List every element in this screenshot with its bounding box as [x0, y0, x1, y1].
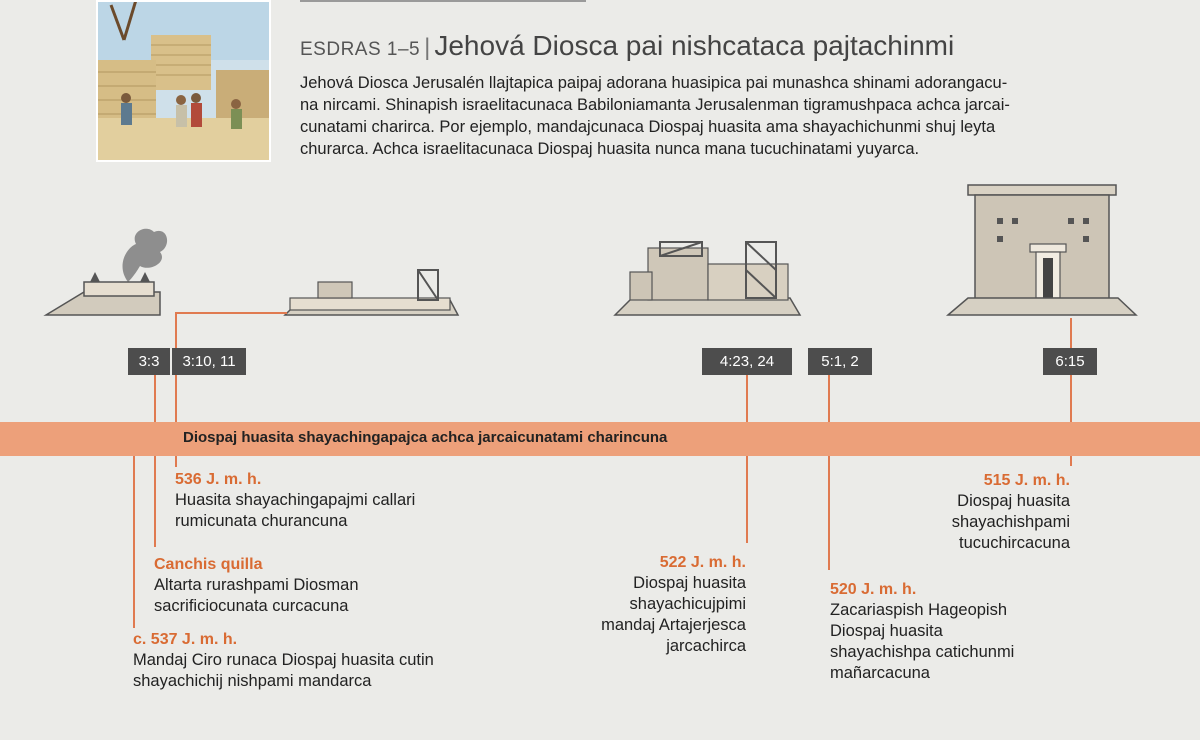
event-515 [860, 470, 1070, 554]
reference-badge: 3:3 [128, 348, 170, 375]
altar-icon [46, 229, 167, 315]
reference-badge: 4:23, 24 [702, 348, 792, 375]
event-date: 522 J. m. h. [659, 554, 746, 571]
event-date: 520 J. m. h. [830, 581, 917, 598]
event-seventh-month [154, 554, 359, 617]
event-text: Diospaj huasita [830, 622, 943, 640]
event-522 [540, 552, 746, 657]
event-520 [830, 579, 1014, 684]
event-text: shayachishpami [951, 513, 1070, 531]
title-separator: | [424, 34, 431, 61]
event-text: rumicunata churancuna [175, 512, 348, 530]
completed-temple-icon [948, 185, 1136, 315]
event-text: mañarcacuna [830, 664, 930, 682]
intro-line: churarca. Achca israelitacunaca Diospaj huasita nunca mana tucuchinatami yuyarca. [300, 140, 920, 158]
event-536 [175, 469, 415, 532]
intro-line: cunatami charirca. Por ejemplo, mandajcunaca Diospaj huasita ama shayachichunmi shuj leyta [300, 118, 996, 136]
reference-badge: 3:10, 11 [172, 348, 246, 375]
event-text: shayachishpa catichunmi [830, 643, 1015, 661]
event-537 [133, 629, 434, 692]
event-text: Zacariaspish Hageopish [830, 601, 1008, 619]
reference-badge: 6:15 [1043, 348, 1097, 375]
event-text: shayachicujpimi [629, 595, 746, 613]
connector-elbow [175, 312, 287, 314]
event-text: Mandaj Ciro runaca Diospaj huasita cutin [133, 651, 434, 669]
event-text: mandaj Artajerjesca [601, 616, 746, 634]
intro-line: na nircami. Shinapish israelitacunaca Babiloniamanta Jerusalenman tigramushpaca achca jarcai- [300, 96, 1010, 114]
connector-line [154, 375, 156, 547]
event-text: Altarta rurashpami Diosman [154, 576, 359, 594]
partial-temple-icon [615, 242, 800, 315]
intro-line: Jehová Diosca Jerusalén llajtapica paipaj adorana huasipica pai munashca shinami adorangacu- [300, 74, 1008, 92]
reference-badge: 5:1, 2 [808, 348, 872, 375]
building-stages [0, 0, 1200, 330]
event-date: 536 J. m. h. [175, 471, 262, 488]
connector-line [746, 375, 748, 543]
connector-line [828, 375, 830, 570]
title-text: Jehová Diosca pai nishcataca pajtachinmi [434, 30, 955, 61]
foundation-icon [285, 270, 458, 315]
event-text: jarcachirca [666, 637, 746, 655]
event-text: tucuchircacuna [959, 534, 1070, 552]
event-date: 515 J. m. h. [983, 472, 1070, 489]
event-date: c. 537 J. m. h. [133, 631, 238, 648]
book-reference: ESDRAS 1–5 [300, 39, 421, 60]
timeline-band-label: Diospaj huasita shayachingapajca achca jarcaicunatami charincuna [183, 429, 668, 446]
event-text: shayachichij nishpami mandarca [133, 672, 372, 690]
event-text: sacrificiocunata curcacuna [154, 597, 349, 615]
event-text: Diospaj huasita [957, 492, 1070, 510]
event-text: Diospaj huasita [633, 574, 746, 592]
event-text: Huasita shayachingapajmi callari [175, 491, 416, 509]
event-date: Canchis quilla [154, 556, 263, 573]
